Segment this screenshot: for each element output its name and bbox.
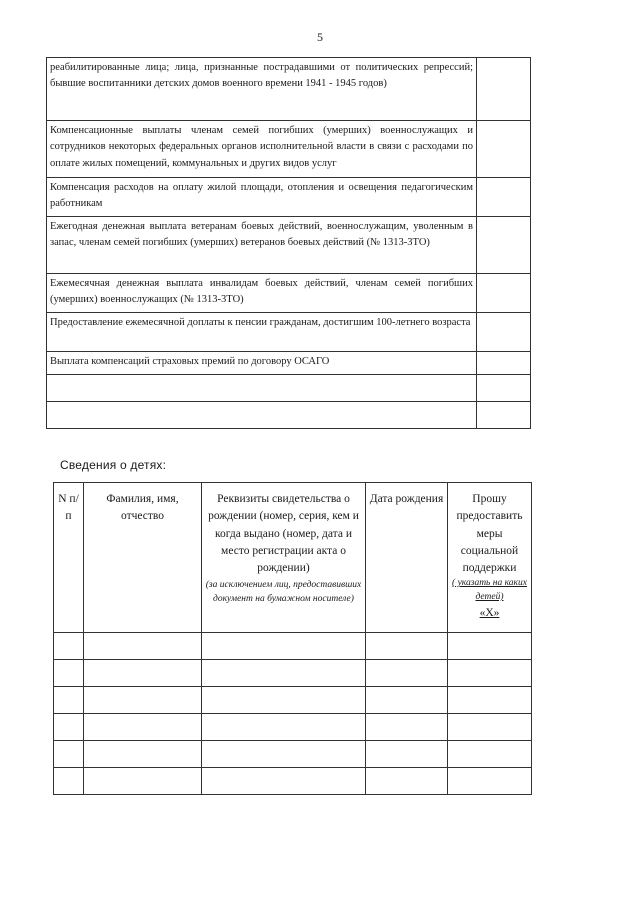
child-birthdate-cell[interactable] [366,768,448,795]
column-header-name: Фамилия, имя, отчество [84,483,202,633]
benefit-text: Предоставление ежемесячной доплаты к пенсии гражданам, достигшим 100-летнего возраста [47,313,477,352]
child-request-cell[interactable] [448,768,532,795]
request-header-mark: «Х» [479,606,500,619]
page-number: 5 [317,30,323,44]
table-row [54,633,532,660]
column-header-number: N п/п [54,483,84,633]
child-certificate-cell[interactable] [202,633,366,660]
child-number-cell[interactable] [54,660,84,687]
table-row [47,274,531,313]
child-birthdate-cell[interactable] [366,687,448,714]
certificate-header-note: (за исключением лиц, предоставивших документ на бумажном носителе) [205,580,362,605]
child-name-cell[interactable] [84,633,202,660]
table-row [47,121,531,178]
benefit-checkbox-cell[interactable] [477,375,531,402]
table-row [47,375,531,402]
column-header-certificate [202,483,366,633]
table-row [54,660,532,687]
child-number-cell[interactable] [54,768,84,795]
children-table [53,482,532,795]
table-row [54,768,532,795]
child-certificate-cell[interactable] [202,660,366,687]
request-header-text: Прошу предоставить меры социальной поддержки [456,493,523,574]
child-request-cell[interactable] [448,660,532,687]
child-certificate-cell[interactable] [202,768,366,795]
child-request-cell[interactable] [448,714,532,741]
table-row [54,741,532,768]
table-row [47,217,531,274]
benefit-checkbox-cell[interactable] [477,217,531,274]
benefit-text: реабилитированные лица; лица, признанные пострадавшими от политических репрессий; бывшие воспитанники детских домов военного времени 1941 - 1945 годов) [47,58,477,121]
child-name-cell[interactable] [84,660,202,687]
child-certificate-cell[interactable] [202,714,366,741]
benefit-text: Ежемесячная денежная выплата инвалидам боевых действий, членам семей погибших (умерших) военнослужащих (№ 1313-3ТО) [47,274,477,313]
table-row [47,313,531,352]
benefit-checkbox-cell[interactable] [477,402,531,429]
child-name-cell[interactable] [84,714,202,741]
benefit-text: Компенсация расходов на оплату жилой площади, отопления и освещения педагогическим работникам [47,178,477,217]
benefits-table [46,57,531,429]
child-request-cell[interactable] [448,741,532,768]
child-birthdate-cell[interactable] [366,660,448,687]
child-name-cell[interactable] [84,768,202,795]
table-row [54,714,532,741]
children-section-title: Сведения о детях: [60,458,167,472]
child-number-cell[interactable] [54,714,84,741]
table-row [47,178,531,217]
table-row [47,402,531,429]
benefit-checkbox-cell[interactable] [477,274,531,313]
benefit-checkbox-cell[interactable] [477,121,531,178]
child-name-cell[interactable] [84,687,202,714]
table-header-row [54,483,532,633]
child-birthdate-cell[interactable] [366,633,448,660]
certificate-header-text: Реквизиты свидетельства о рождении (номер, серия, кем и когда выдано (номер, дата и место регистрации акта о рождении) [208,493,359,574]
child-number-cell[interactable] [54,687,84,714]
child-birthdate-cell[interactable] [366,741,448,768]
benefit-text[interactable] [47,375,477,402]
benefit-checkbox-cell[interactable] [477,58,531,121]
benefit-checkbox-cell[interactable] [477,178,531,217]
child-birthdate-cell[interactable] [366,714,448,741]
benefit-checkbox-cell[interactable] [477,352,531,375]
table-row [47,58,531,121]
benefit-text: Компенсационные выплаты членам семей погибших (умерших) военнослужащих и сотрудников некоторых федеральных органов исполнительной власти в связи с расходами по оплате жилых помещений, коммунальных и других видов услуг [47,121,477,178]
benefit-checkbox-cell[interactable] [477,313,531,352]
column-header-request [448,483,532,633]
benefit-text[interactable] [47,402,477,429]
column-header-birthdate: Дата рождения [366,483,448,633]
child-request-cell[interactable] [448,633,532,660]
benefit-text: Выплата компенсаций страховых премий по договору ОСАГО [47,352,477,375]
child-number-cell[interactable] [54,633,84,660]
request-header-note: ( указать на каких детей) [452,578,527,603]
benefit-text: Ежегодная денежная выплата ветеранам боевых действий, военнослужащим, уволенным в запас, членам семей погибших (умерших) ветеранов боевых действий (№ 1313-3ТО) [47,217,477,274]
child-certificate-cell[interactable] [202,687,366,714]
child-name-cell[interactable] [84,741,202,768]
child-request-cell[interactable] [448,687,532,714]
table-row [54,687,532,714]
child-number-cell[interactable] [54,741,84,768]
child-certificate-cell[interactable] [202,741,366,768]
table-row [47,352,531,375]
